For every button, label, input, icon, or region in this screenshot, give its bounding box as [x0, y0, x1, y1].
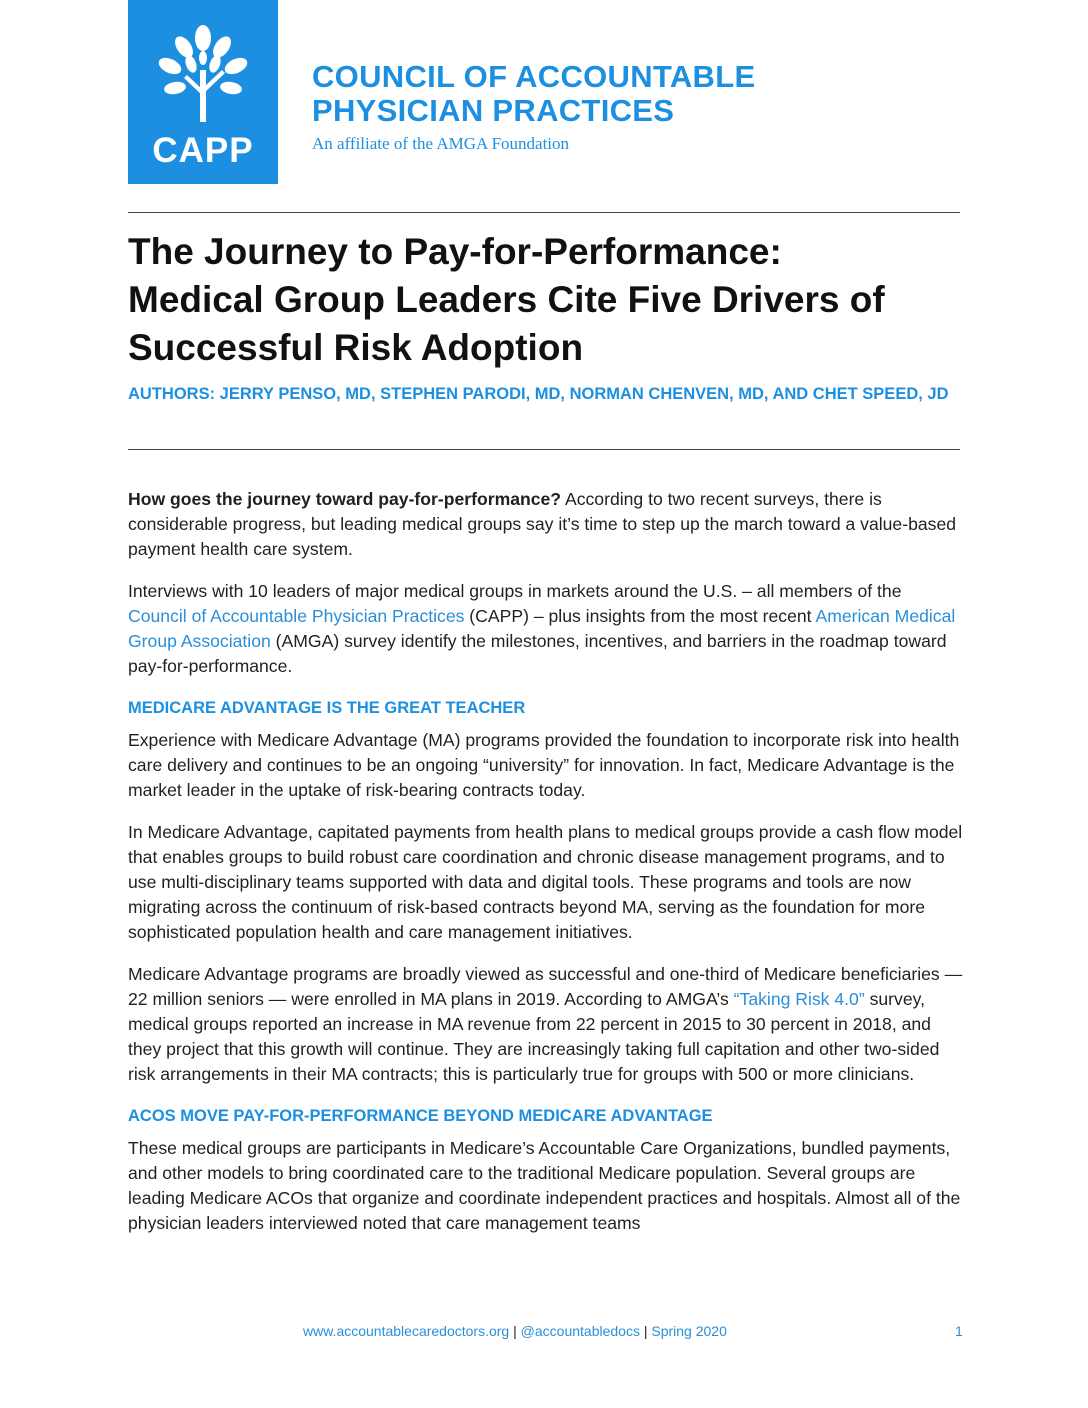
taking-risk-link[interactable]: “Taking Risk 4.0”: [733, 989, 865, 1009]
authors-divider: [128, 449, 960, 450]
paragraph-ma-experience: Experience with Medicare Advantage (MA) programs provided the foundation to incorporate risk into health care delivery and continues to be an ongoing “university” for innovation. In fact, Medicare Advantage is the market leader in the uptake of risk-bearing contracts today.: [128, 730, 960, 800]
authors-line: AUTHORS: JERRY PENSO, MD, STEPHEN PARODI, MD, NORMAN CHENVEN, MD, AND CHET SPEED, JD: [128, 385, 949, 403]
interviews-text-a: Interviews with 10 leaders of major medical groups in markets around the U.S. – all members of the: [128, 581, 902, 601]
paragraph-capitated-payments: In Medicare Advantage, capitated payments from health plans to medical groups provide a cash flow model that enables groups to build robust care coordination and chronic disease management programs, and to use multi-disciplinary teams supported with data and digital tools. These programs and tools are now migrating across the continuum of risk-based contracts beyond MA, serving as the foundation for more sophisticated population health and care management initiatives.: [128, 822, 963, 942]
article-body: [128, 487, 964, 1253]
amga-link[interactable]: American Medical Group Association: [128, 606, 956, 651]
title-line1: The Journey to Pay-for-Performance:: [128, 231, 782, 272]
logo-text: CAPP: [152, 131, 254, 170]
interviews-text-c: (AMGA) survey identify the milestones, incentives, and barriers in the roadmap toward pay-for-performance.: [128, 631, 947, 676]
paragraph-ma-programs: [128, 962, 964, 1087]
capp-logo: [128, 0, 278, 184]
paragraph-interviews: [128, 579, 964, 679]
interviews-text-b: (CAPP) – plus insights from the most recent: [464, 606, 816, 626]
footer-links: [303, 1323, 727, 1339]
page-footer: [0, 1323, 1088, 1343]
ma-programs-text-b: survey, medical groups reported an increase in MA revenue from 22 percent in 2015 to 30 percent in 2018, and they project that this growth will continue. They are increasingly taking full capitation and other two-sided risk arrangements in their MA contracts; this is particularly true for groups with 500 or more clinicians.: [128, 989, 940, 1084]
footer-website-link[interactable]: www.accountablecaredoctors.org: [303, 1323, 510, 1339]
paragraph-intro: [128, 487, 964, 562]
article-title: [128, 228, 968, 372]
intro-lead: How goes the journey toward pay-for-performance?: [128, 489, 562, 509]
capp-link[interactable]: Council of Accountable Physician Practices: [128, 606, 465, 626]
footer-season: Spring 2020: [651, 1323, 727, 1339]
paragraph-acos: These medical groups are participants in Medicare’s Accountable Care Organizations, bundled payments, and other models to bring coordinated care to the traditional Medicare population. Several groups are leading Medicare ACOs that organize and coordinate independent practices and hospitals. Almost all of the physician leaders interviewed noted that care management teams: [128, 1138, 961, 1233]
page-number: 1: [955, 1323, 963, 1339]
intro-text: According to two recent surveys, there is considerable progress, but leading medical groups say it’s time to step up the march toward a value-based payment health care system.: [128, 489, 957, 559]
header-divider: [128, 212, 960, 213]
ma-programs-text-a: Medicare Advantage programs are broadly viewed as successful and one-third of Medicare beneficiaries — 22 million seniors — were enrolled in MA plans in 2019. According to AMGA’s: [128, 964, 963, 1009]
section-heading-acos: ACOS MOVE PAY-FOR-PERFORMANCE BEYOND MEDICARE ADVANTAGE: [128, 1107, 713, 1125]
footer-separator: |: [513, 1323, 517, 1339]
org-name-line2: PHYSICIAN PRACTICES: [312, 93, 675, 128]
title-line2: Medical Group Leaders Cite Five Drivers of: [128, 279, 885, 320]
title-line3: Successful Risk Adoption: [128, 327, 584, 368]
section-heading-medicare-advantage: MEDICARE ADVANTAGE IS THE GREAT TEACHER: [128, 699, 526, 717]
footer-social-handle[interactable]: @accountabledocs: [520, 1323, 640, 1339]
footer-separator: |: [643, 1323, 648, 1339]
organization-name: [312, 60, 755, 128]
organization-affiliation: An affiliate of the AMGA Foundation: [312, 134, 570, 153]
org-name-line1: COUNCIL OF ACCOUNTABLE: [312, 59, 756, 94]
